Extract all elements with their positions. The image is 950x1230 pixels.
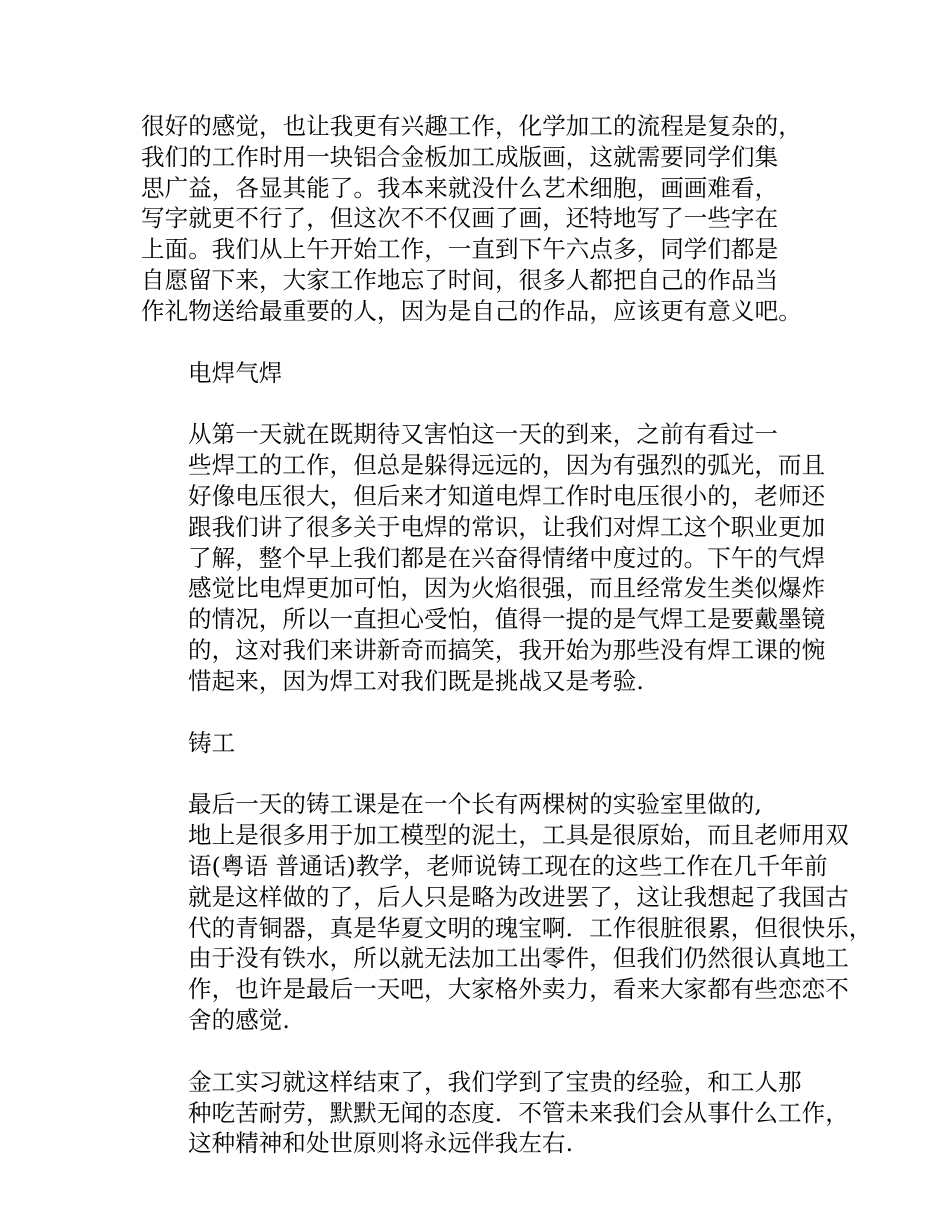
paragraph-casting xyxy=(141,789,873,1035)
text-line: 的，这对我们来讲新奇而搞笑，我开始为那些没有焊工课的惋 xyxy=(188,635,826,664)
text-line: 种吃苦耐劳，默默无闻的态度．不管未来我们会从事什么工作， xyxy=(188,1098,849,1127)
text-line: 代的青铜器，真是华夏文明的瑰宝啊．工作很脏很累，但很快乐， xyxy=(188,913,873,942)
text-line: 我们的工作时用一块铝合金板加工成版画，这就需要同学们集 xyxy=(141,142,779,171)
text-line: 语(粤语 普通话)教学，老师说铸工现在的这些工作在几千年前 xyxy=(188,851,828,880)
text-line: 惜起来，因为焊工对我们既是挑战又是考验. xyxy=(188,666,644,695)
text-line: 就是这样做的了，后人只是略为改进罢了，这让我想起了我国古 xyxy=(188,882,849,911)
text-line: 作礼物送给最重要的人，因为是自己的作品，应该更有意义吧。 xyxy=(141,296,802,325)
text-line: 写字就更不行了，但这次不不仅画了画，还特地写了一些字在 xyxy=(141,204,779,233)
paragraph-chemical-processing xyxy=(141,111,831,327)
text-line: 了解，整个早上我们都是在兴奋得情绪中度过的。下午的气焊 xyxy=(188,543,826,572)
text-line: 好像电压很大，但后来才知道电焊工作时电压很小的，老师还 xyxy=(188,481,826,510)
text-line: 思广益，各显其能了。我本来就没什么艺术细胞，画画难看， xyxy=(141,173,779,202)
text-line: 由于没有铁水，所以就无法加工出零件，但我们仍然很认真地工 xyxy=(188,944,849,973)
document-body xyxy=(141,111,873,1190)
heading-text: 电焊气焊 xyxy=(188,358,283,387)
text-line: 自愿留下来，大家工作地忘了时间，很多人都把自己的作品当 xyxy=(141,265,779,294)
text-line: 很好的感觉，也让我更有兴趣工作，化学加工的流程是复杂的， xyxy=(141,112,802,140)
section-heading-welding xyxy=(141,358,831,389)
text-line: 金工实习就这样结束了，我们学到了宝贵的经验，和工人那 xyxy=(188,1067,802,1096)
text-line: 这种精神和处世原则将永远伴我左右. xyxy=(188,1129,574,1158)
text-line: 舍的感觉. xyxy=(188,1005,290,1034)
text-line: 作，也许是最后一天吧，大家格外卖力，看来大家都有些恋恋不 xyxy=(188,975,849,1004)
section-heading-casting xyxy=(141,728,831,759)
text-line: 地上是很多用于加工模型的泥土，工具是很原始，而且老师用双 xyxy=(188,821,849,850)
text-line: 从第一天就在既期待又害怕这一天的到来，之前有看过一 xyxy=(188,420,778,449)
text-line: 感觉比电焊更加可怕，因为火焰很强，而且经常发生类似爆炸 xyxy=(188,574,826,603)
heading-text: 铸工 xyxy=(188,728,236,757)
text-line: 跟我们讲了很多关于电焊的常识，让我们对焊工这个职业更加 xyxy=(188,512,826,541)
paragraph-conclusion xyxy=(141,1067,849,1159)
paragraph-welding xyxy=(141,419,831,696)
text-line: 上面。我们从上午开始工作，一直到下午六点多，同学们都是 xyxy=(141,235,779,264)
text-line: 最后一天的铸工课是在一个长有两棵树的实验室里做的, xyxy=(188,790,762,819)
text-line: 些焊工的工作，但总是躲得远远的，因为有强烈的弧光，而且 xyxy=(188,451,826,480)
text-line: 的情况，所以一直担心受怕，值得一提的是气焊工是要戴墨镜 xyxy=(188,605,826,634)
